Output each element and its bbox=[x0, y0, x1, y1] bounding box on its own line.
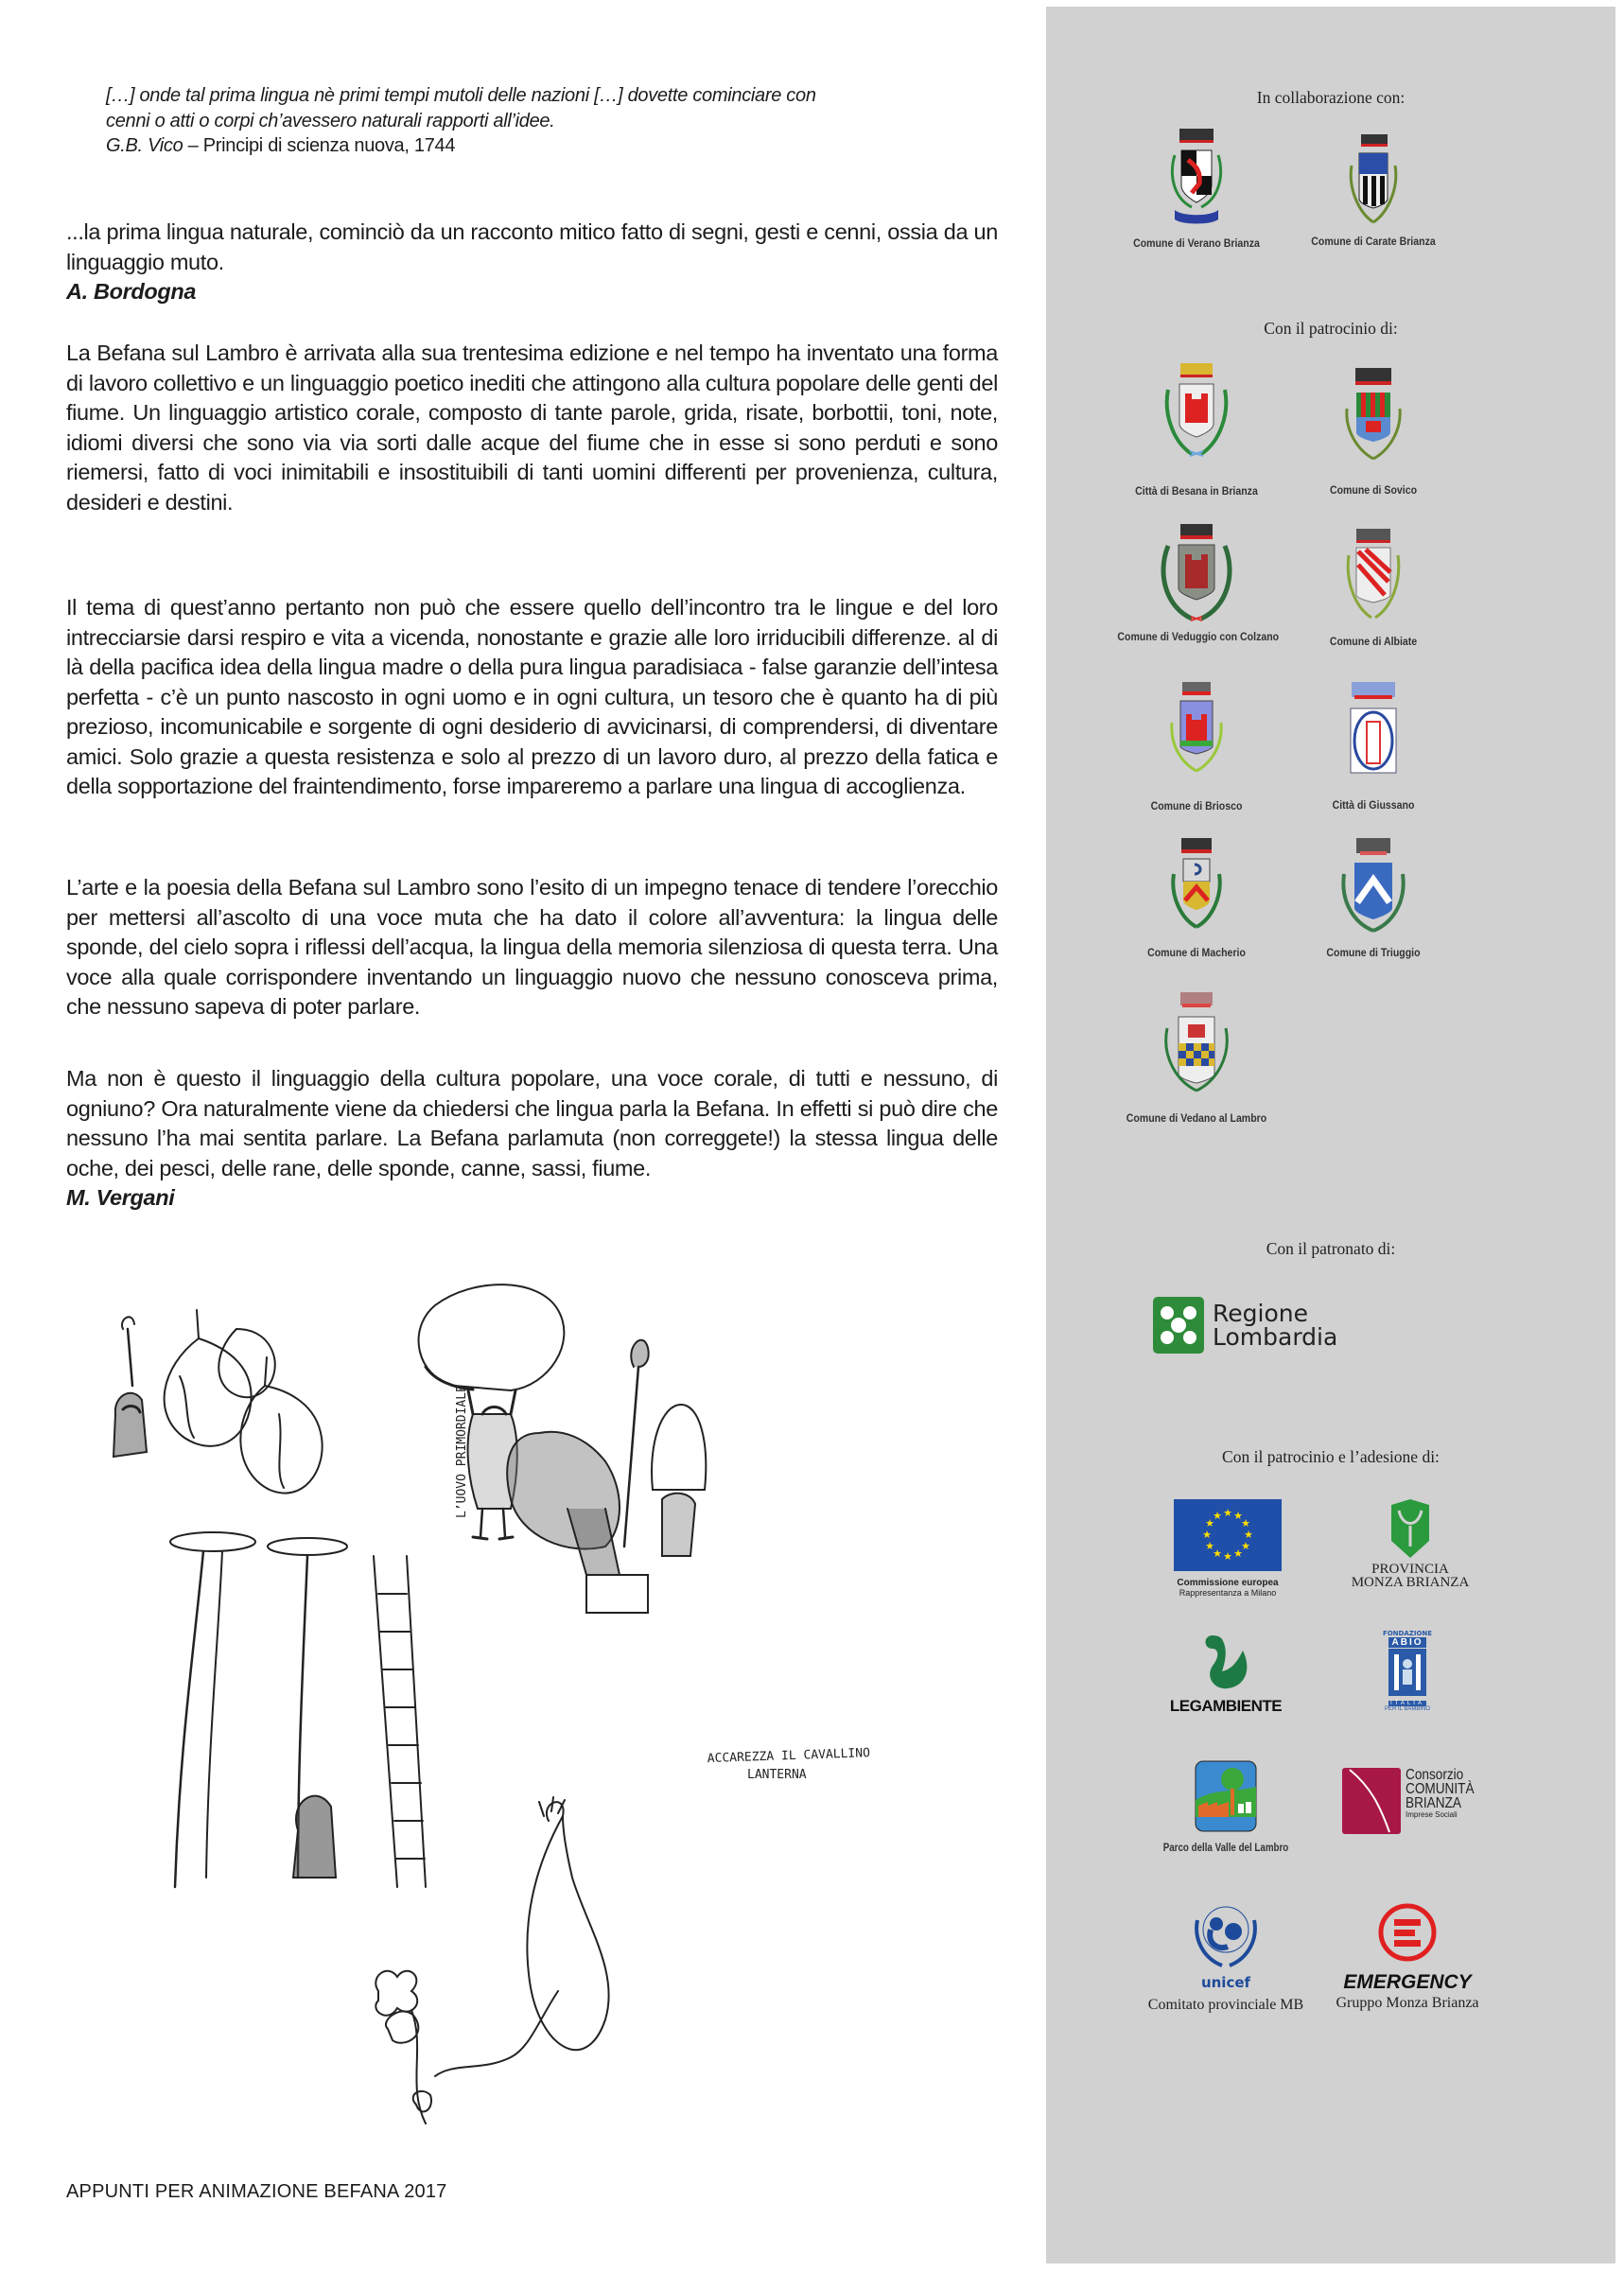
regione-lombardia-logo bbox=[1152, 1296, 1337, 1354]
abio-name: ABIO bbox=[1388, 1637, 1426, 1648]
carate-crest-icon bbox=[1340, 132, 1406, 231]
crest-label: Comune di Sovico bbox=[1329, 483, 1418, 497]
eu-line-2: Rappresentanza a Milano bbox=[1179, 1588, 1277, 1598]
unicef-logo bbox=[1141, 1901, 1311, 2014]
parco-name: Parco della Valle del Lambro bbox=[1162, 1843, 1289, 1854]
eu-line-1: Commissione europea bbox=[1177, 1578, 1279, 1588]
provincia-line-2: MONZA BRIANZA bbox=[1351, 1575, 1470, 1590]
consorzio-line-1: Consorzio bbox=[1406, 1767, 1464, 1783]
sketch-onions bbox=[114, 1310, 323, 1494]
crest-giussano bbox=[1283, 680, 1463, 812]
lombardia-rose-icon bbox=[1152, 1296, 1205, 1354]
paragraph-text: Ma non è questo il linguaggio della cultura popolare, una voce corale, di tutti e nessuno, di ogniuno? Ora naturalmente viene da chiedersi che lingua parla la Befana. In effetti si può dire che nessuno l’ha mai sentita parlare. La Befana parlamuta (non correggete!) la stessa lingua delle oche, dei pesci, delle rane, delle sponde, canne, sassi, fiume. bbox=[66, 1066, 998, 1180]
svg-text:★: ★ bbox=[1244, 1529, 1253, 1541]
albiate-crest-icon bbox=[1336, 527, 1411, 625]
parco-icon bbox=[1195, 1760, 1257, 1832]
consorzio-logo bbox=[1342, 1768, 1486, 1834]
besana-crest-icon bbox=[1154, 361, 1239, 465]
sketch-lamps-ladder bbox=[170, 1532, 426, 1887]
quote-bordogna-text: ...la prima lingua naturale, cominciò da un racconto mitico fatto di segni, gesti e cenni, ossia da un linguaggio muto. bbox=[66, 219, 998, 274]
consorzio-icon bbox=[1342, 1768, 1401, 1834]
legambiente-name: LEGAMBIENTE bbox=[1169, 1697, 1283, 1715]
crest-verano bbox=[1107, 127, 1286, 250]
citation-author: G.B. Vico bbox=[106, 135, 183, 156]
citation-work: – Principi di scienza nuova, 1744 bbox=[183, 135, 456, 156]
footer-title: APPUNTI PER ANIMAZIONE BEFANA 2017 bbox=[66, 2181, 447, 2202]
paragraph-4 bbox=[66, 1064, 998, 1214]
sponsor-sidebar bbox=[1046, 7, 1615, 2263]
paragraph-1 bbox=[66, 339, 998, 517]
emergency-sub: Gruppo Monza Brianza bbox=[1336, 1995, 1479, 2011]
vedano-crest-icon bbox=[1154, 990, 1239, 1094]
svg-text:★: ★ bbox=[1205, 1517, 1214, 1529]
crest-label: Comune di Verano Brianza bbox=[1133, 236, 1260, 250]
regione-line-2: Lombardia bbox=[1213, 1323, 1338, 1351]
crest-label: Comune di Vedano al Lambro bbox=[1126, 1111, 1267, 1125]
crest-besana bbox=[1107, 361, 1286, 498]
consorzio-line-2: COMUNITÀ bbox=[1406, 1781, 1475, 1797]
svg-text:★: ★ bbox=[1205, 1540, 1214, 1552]
crest-label: Città di Giussano bbox=[1332, 798, 1415, 812]
crest-label: Comune di Albiate bbox=[1329, 635, 1418, 648]
consorzio-line-3: BRIANZA bbox=[1406, 1795, 1461, 1811]
svg-text:★: ★ bbox=[1213, 1547, 1222, 1560]
patronato-title: Con il patronato di: bbox=[1266, 1239, 1396, 1258]
verano-crest-icon bbox=[1163, 127, 1230, 231]
eu-commission-logo bbox=[1171, 1499, 1284, 1598]
crest-label: Comune di Carate Brianza bbox=[1311, 235, 1436, 248]
svg-text:★: ★ bbox=[1233, 1547, 1243, 1560]
svg-text:★: ★ bbox=[1233, 1510, 1243, 1522]
collab-title: In collaborazione con: bbox=[1256, 88, 1406, 107]
caption-egg: L’UOVO PRIMORDIALE bbox=[455, 1385, 469, 1518]
patrocinio-title: Con il patrocinio di: bbox=[1264, 319, 1398, 338]
crest-label: Città di Besana in Brianza bbox=[1135, 484, 1258, 498]
crest-albiate bbox=[1283, 527, 1463, 648]
caption-horse-1: ACCAREZZA IL CAVALLINO bbox=[707, 1746, 871, 1767]
eu-flag-icon bbox=[1174, 1499, 1282, 1571]
abio-child-icon bbox=[1388, 1649, 1426, 1696]
provincia-line-1: PROVINCIA bbox=[1371, 1562, 1449, 1577]
svg-text:★: ★ bbox=[1213, 1510, 1222, 1522]
paragraph-text: L’arte e la poesia della Befana sul Lambro sono l’esito di un impegno tenace di tendere l’orecchio per mettersi all’ascolto di una voce muta che ha dato il colore all’avventura: la lingua delle sponde, del cielo sopra i riflessi dell’acqua, la lingua della memoria silenziosa di questa terra. Una voce alla quale corrispondere inventando un linguaggio nuovo che nessuno conosceva prima, che nessuno sapeva di poter parlare. bbox=[66, 875, 998, 1019]
caption-horse-2: LANTERNA bbox=[747, 1768, 807, 1782]
sovico-crest-icon bbox=[1336, 366, 1411, 466]
consorzio-line-4: Imprese Sociali bbox=[1406, 1810, 1458, 1819]
paragraph-2 bbox=[66, 593, 998, 802]
paragraph-text: La Befana sul Lambro è arrivata alla sua trentesima edizione e nel tempo ha inventato una forma di lavoro collettivo e un linguaggio poetico inediti che attingono alla cultura popolare delle genti del fiume. Un linguaggio artistico corale, composto di tante parole, grida, risate, borbottii, toni, note, idiomi diversi che sono via via sorti dalle acque del fiume che in esse si sono perduti e sono riemersi, fatto di voci inimitabili e insostituibili di tanti uomini differenti per provenienza, cultura, desideri e destini. bbox=[66, 341, 998, 515]
swan-icon bbox=[1199, 1632, 1252, 1692]
svg-text:★: ★ bbox=[1241, 1540, 1250, 1552]
abio-top: FONDAZIONE bbox=[1382, 1630, 1433, 1637]
macherio-crest-icon bbox=[1159, 836, 1234, 935]
epigraph-line-1: […] onde tal prima lingua nè primi tempi mutoli delle nazioni […] dovette cominciare con bbox=[106, 85, 816, 106]
unicef-name: unicef bbox=[1200, 1974, 1251, 1991]
adesione-title: Con il patrocinio e l’adesione di: bbox=[1222, 1447, 1440, 1466]
crest-triuggio bbox=[1283, 836, 1463, 959]
crest-carate bbox=[1283, 132, 1463, 248]
crest-label: Comune di Veduggio con Colzano bbox=[1117, 630, 1280, 643]
regione-line-1: Regione bbox=[1213, 1300, 1308, 1327]
sketch-peacock bbox=[375, 1797, 608, 2123]
emergency-e-icon bbox=[1377, 1902, 1438, 1963]
abio-line-3: ITALIA bbox=[1388, 1701, 1426, 1706]
emergency-logo bbox=[1313, 1902, 1502, 2012]
veduggio-crest-icon bbox=[1149, 522, 1244, 626]
epigraph-line-2: cenni o atti o corpi ch’avessero naturali rapporti all’idee. bbox=[106, 110, 555, 131]
provincia-shield-icon bbox=[1389, 1499, 1431, 1558]
crest-briosco bbox=[1107, 680, 1286, 813]
epigraph-vico bbox=[106, 83, 1000, 159]
closing-author: M. Vergani bbox=[66, 1185, 175, 1210]
paragraph-3 bbox=[66, 873, 998, 1022]
emergency-name: EMERGENCY bbox=[1343, 1971, 1472, 1993]
crest-veduggio bbox=[1107, 522, 1286, 643]
crest-label: Comune di Macherio bbox=[1147, 946, 1246, 959]
abio-line-4: PER IL BAMBINO bbox=[1384, 1706, 1431, 1712]
crest-label: Comune di Briosco bbox=[1150, 799, 1243, 813]
unicef-sub: Comitato provinciale MB bbox=[1147, 1997, 1304, 2013]
provincia-mb-logo bbox=[1349, 1499, 1472, 1589]
abio-logo bbox=[1379, 1630, 1436, 1712]
unicef-emblem-icon bbox=[1190, 1901, 1262, 1969]
crest-sovico bbox=[1283, 366, 1463, 497]
epigraph-citation bbox=[106, 133, 1000, 159]
svg-text:★: ★ bbox=[1202, 1529, 1212, 1541]
crest-vedano bbox=[1107, 990, 1286, 1125]
briosco-crest-icon bbox=[1159, 680, 1234, 778]
svg-text:★: ★ bbox=[1223, 1550, 1232, 1563]
quote-bordogna bbox=[66, 218, 998, 307]
svg-text:★: ★ bbox=[1223, 1507, 1232, 1519]
quote-bordogna-author: A. Bordogna bbox=[66, 279, 197, 304]
crest-label: Comune di Triuggio bbox=[1326, 946, 1421, 959]
triuggio-crest-icon bbox=[1331, 836, 1416, 938]
paragraph-text: Il tema di quest’anno pertanto non può che essere quello dell’incontro tra le lingue e del loro intrecciarsie darsi respiro e vita a vicenda, nonostante e grazie alle loro irriducibili differenze. al di là della pacifica idea della lingua madre o della pura lingua paradisiaca - false garanzie dell’intesa perfetta - c’è un punto nascosto in ogni uomo e in ogni cultura, un tesoro che è quanto ha di più prezioso, incomunicabile e sorgente di ogni desiderio di avvicinarsi, di comprendersi, di diventare amici. Solo grazie a questa resistenza e solo al prezzo di un lavoro duro, al prezzo della fatica e della sopportazione del fraintendimento, forse impareremo a parlare una lingua di accoglienza. bbox=[66, 595, 998, 798]
legambiente-logo bbox=[1160, 1632, 1292, 1716]
giussano-crest-icon bbox=[1336, 680, 1411, 784]
befana-sketches bbox=[95, 1272, 1040, 2152]
svg-text:★: ★ bbox=[1241, 1517, 1250, 1529]
parco-lambro-logo bbox=[1141, 1760, 1311, 1854]
crest-macherio bbox=[1107, 836, 1286, 959]
